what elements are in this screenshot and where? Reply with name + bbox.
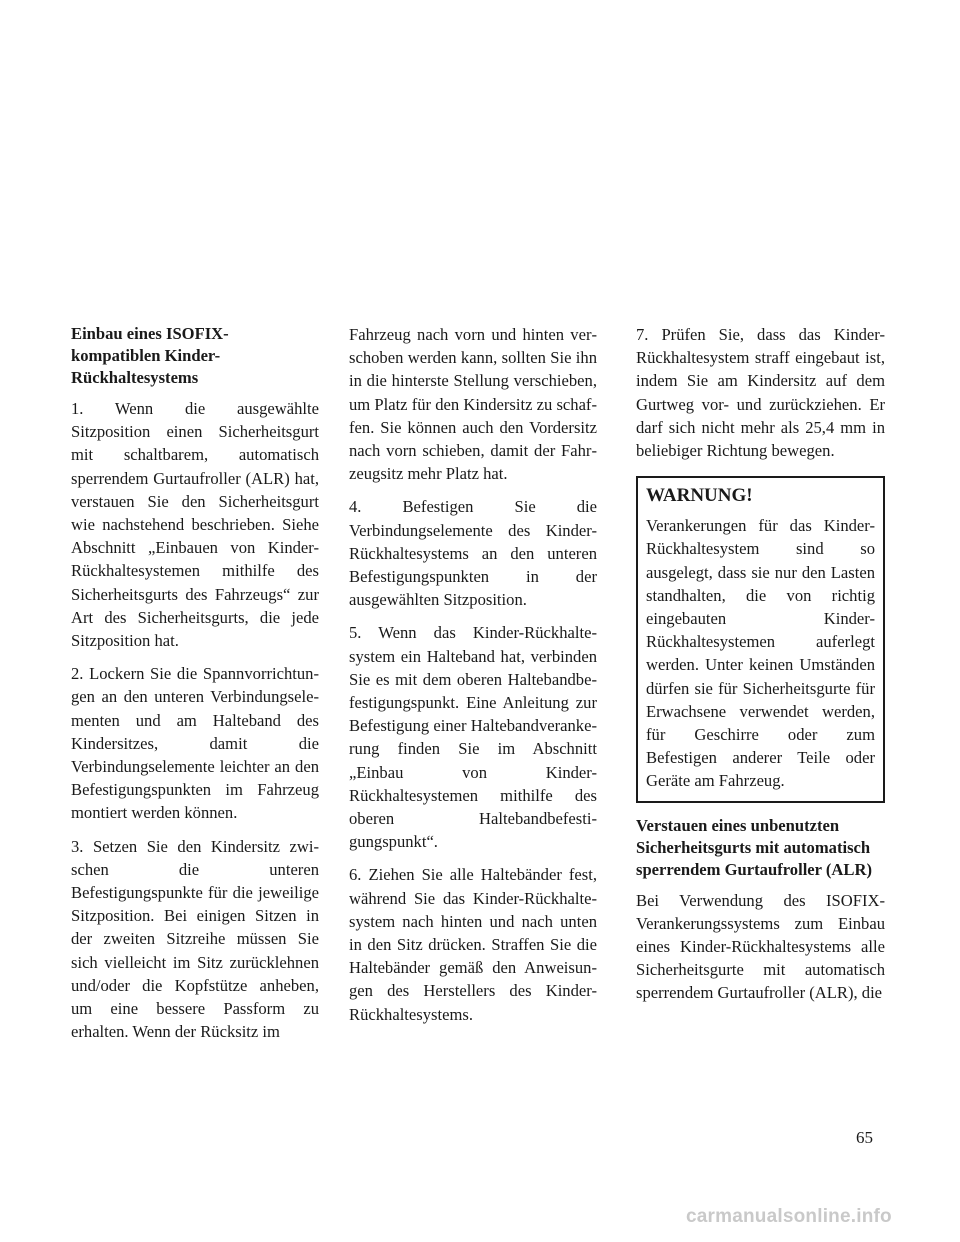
paragraph-step-7: 7. Prüfen Sie, dass das Kinder-Rückhaltesystem straff eingebaut ist, indem Sie am Kindersitz auf dem Gurtweg vor- und zurückziehen. Er darf sich nicht mehr als 25,4 mm in beliebiger Richtung bewegen. <box>636 325 885 461</box>
warning-box <box>636 476 885 802</box>
paragraph-step-1: 1. Wenn die ausgewählte Sitzposition einen Sicherheitsgurt mit schaltbarem, automatisch sperrendem Gurtaufroller (ALR) hat, verstauen Sie den Sicherheitsgurt wie nachstehend beschrieben. Siehe Abschnitt „Einbauen von Kinder-Rückhaltesystemen mithilfe des Sicherheitsgurts des Fahrzeugs“ zur Art des Sicherheitsgurts, die jede Sitzposition hat. <box>71 399 319 651</box>
text-column-1 <box>71 323 319 1053</box>
section-heading-stow-alr-belt: Verstauen eines unbenutzten Sicherheitsgurts mit automatisch sperrendem Gurtaufroller (ALR) <box>636 815 872 879</box>
page-number: 65 <box>856 1128 873 1147</box>
warning-title: WARNUNG! <box>646 485 753 507</box>
text-column-2 <box>349 323 597 1036</box>
paragraph-step-6: 6. Ziehen Sie alle Haltebänder fest, während Sie das Kinder-Rückhaltesystem nach hinten und nach unten in den Sitz drücken. Straffen Sie die Haltebänder gemäß den Anweisungen des Herstellers des Kinder-Rückhaltesystems. <box>349 865 597 1024</box>
paragraph-stow-alr-belt: Bei Verwendung des ISOFIX-Verankerungssystems zum Einbau eines Kinder-Rückhaltesystems alle Sicherheitsgurte mit automatisch sperrendem Gurtaufroller (ALR), die <box>636 890 885 1003</box>
paragraph-step-3: 3. Setzen Sie den Kindersitz zwischen die unteren Befestigungspunkte für die jeweilige Sitzposition. Bei einigen Sitzen in der zweiten Sitzreihe müssen Sie sich vielleicht im Sitz zurücklehnen und/oder die Kopfstütze anheben, um eine bessere Passform zu erhalten. Wenn der Rücksitz im <box>71 836 319 1042</box>
paragraph-step-3-continued: Fahrzeug nach vorn und hinten verschoben werden kann, sollten Sie ihn in die hinterste Stellung verschieben, um Platz für den Kindersitz zu schaffen. Sie können auch den Vordersitz nach vorn schieben, damit der Fahrzeugsitz mehr Platz hat. <box>349 325 597 484</box>
paragraph-step-2: 2. Lockern Sie die Spannvorrichtungen an den unteren Verbindungselementen und am Halteband des Kindersitzes, damit die Verbindungselemente leichter an den Befestigungspunkten im Fahrzeug montiert werden können. <box>71 664 319 823</box>
paragraph-step-5: 5. Wenn das Kinder-Rückhaltesystem ein Halteband hat, verbinden Sie es mit dem oberen Haltebandbefestigungspunkt. Eine Anleitung zur Befestigung einer Haltebandverankerung finden Sie im Abschnitt „Einbau von Kinder-Rückhaltesystemen mithilfe des oberen Haltebandbefestigungspunkt“. <box>349 623 597 852</box>
warning-text: Verankerungen für das Kinder-Rückhaltesystem sind so ausgelegt, dass sie nur den Lasten standhalten, die von richtig eingebauten Kinder-Rückhaltesystemen auferlegt werden. Unter keinen Umständen dürfen sie für Sicherheitsgurte für Erwachsene verwendet werden, für Geschirre oder zum Befestigen anderer Teile oder Geräte am Fahrzeug. <box>646 516 875 791</box>
text-column-3 <box>636 323 885 1015</box>
section-heading-isofix-install: Einbau eines ISOFIX- kompatiblen Kinder- Rückhaltesystems <box>71 324 229 387</box>
watermark: carmanualsonline.info <box>686 1206 892 1227</box>
paragraph-step-4: 4. Befestigen Sie die Verbindungselemente des Kinder-Rückhaltesystems an den unteren Befestigungspunkten in der ausgewählten Sitzposition. <box>349 497 597 610</box>
